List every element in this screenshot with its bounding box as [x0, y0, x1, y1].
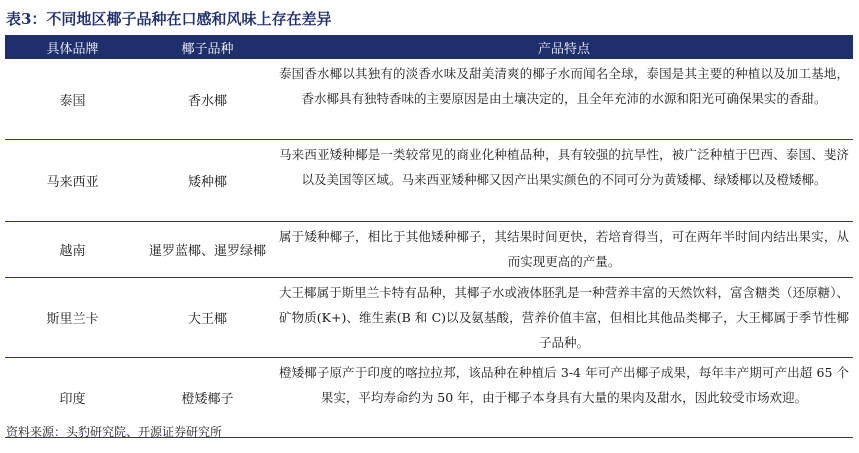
- feature-cell: 大王椰属于斯里兰卡特有品种，其椰子水或液体胚乳是一种营养丰富的天然饮料，富含糖类（还原糖）、矿物质(K+)、维生素(B 和 C)以及氨基酸，营养价值丰富，但相比其他品类椰子，大王椰属于季节性椰子品种。: [279, 285, 849, 351]
- table-row: [5, 140, 853, 222]
- table-row: [5, 222, 853, 278]
- variety-cell: 暹罗蓝椰、暹罗绿椰: [148, 244, 266, 259]
- table-row: [5, 59, 853, 140]
- brand-cell: 马来西亚: [46, 175, 99, 190]
- brand-cell: 印度: [59, 392, 86, 407]
- header-variety: 椰子品种: [181, 41, 234, 57]
- header-feature: 产品特点: [537, 41, 590, 57]
- variety-cell: 矮种椰: [187, 175, 227, 190]
- feature-cell: 马来西亚矮种椰是一类较常见的商业化种植品种，具有较强的抗旱性，被广泛种植于巴西、泰国、斐济以及美国等区域。马来西亚矮种椰又因产出果实颜色的不同可分为黄矮椰、绿矮椰以及橙矮椰。: [279, 147, 849, 188]
- feature-cell: 橙矮椰子原产于印度的喀拉拉邦，该品种在种植后 3-4 年可产出椰子成果，每年丰产期可产出超 65 个果实，平均寿命约为 50 年，由于椰子本身具有大量的果肉及甜水，因此较受市场欢迎。: [279, 365, 849, 406]
- header-brand: 具体品牌: [46, 41, 99, 57]
- brand-cell: 越南: [59, 244, 86, 259]
- table-row: [5, 278, 853, 358]
- table-title: 表3：不同地区椰子品种在口感和风味上存在差异: [6, 10, 332, 28]
- feature-cell: 泰国香水椰以其独有的淡香水味及甜美清爽的椰子水而闻名全球，泰国是其主要的种植以及加工基地，香水椰具有独特香味的主要原因是由土壤决定的，且全年充沛的水源和阳光可确保果实的香甜。: [279, 66, 849, 107]
- variety-cell: 香水椰: [187, 93, 227, 109]
- variety-cell: 大王椰: [187, 312, 227, 327]
- variety-cell: 橙矮椰子: [181, 392, 234, 407]
- coconut-variety-table: [5, 35, 853, 438]
- feature-cell: 属于矮种椰子，相比于其他矮种椰子，其结果时间更快，若培育得当，可在两年半时间内结出果实，从而实现更高的产量。: [279, 229, 849, 270]
- brand-cell: 斯里兰卡: [46, 312, 99, 327]
- source-note: 资料来源：头豹研究院、开源证券研究所: [6, 425, 223, 439]
- brand-cell: 泰国: [59, 93, 86, 109]
- table-header: [5, 35, 853, 59]
